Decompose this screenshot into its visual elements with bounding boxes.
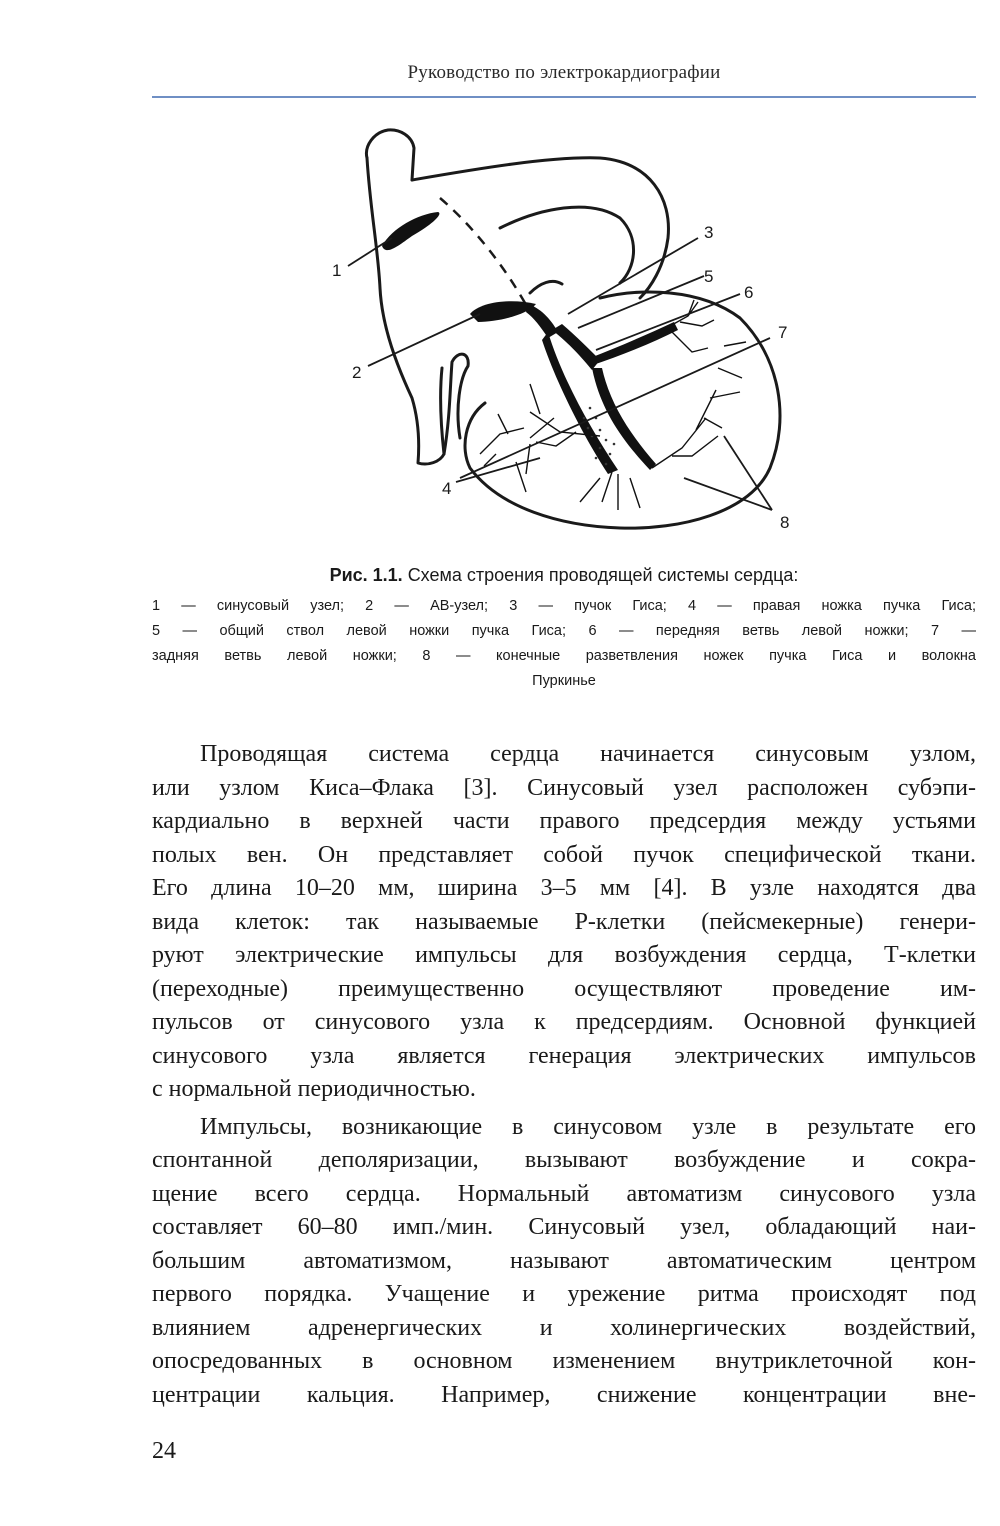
legend-line: задняя ветвь левой ножки; 8 — конечные разветвления ножек пучка Гиса и волокна	[152, 648, 976, 664]
text-line: полых вен. Он представляет собой пучок специфической ткани.	[152, 841, 976, 868]
heart-conduction-figure	[300, 118, 820, 543]
text-line: синусового узла является генерация электрических импульсов	[152, 1042, 976, 1069]
text-line: щение всего сердца. Нормальный автоматизм синусового узла	[152, 1180, 976, 1207]
caption-legend	[152, 594, 976, 694]
text-line: пульсов от синусового узла к предсердиям. Основной функцией	[152, 1009, 976, 1035]
text-line: вида клеток: так называемые Р-клетки (пейсмекерные) генери-	[152, 908, 976, 935]
ventricle-outline	[465, 292, 780, 528]
text-line: (переходные) преимущественно осуществляют проведение им-	[152, 975, 976, 1002]
body-text	[152, 738, 976, 1412]
text-line: опосредованных в основном изменением внутриклеточной кон-	[152, 1348, 976, 1374]
text-line: составляет 60–80 имп./мин. Синусовый узел, обладающий наи-	[152, 1214, 976, 1240]
text-line: кардиально в верхней части правого предсердия между устьями	[152, 808, 976, 834]
callout-5: 5	[704, 267, 714, 286]
legend-line: 5 — общий ствол левой ножки пучка Гиса; 6 — передняя ветвь левой ножки; 7 —	[152, 623, 976, 639]
septum-top	[530, 281, 562, 293]
callout-4: 4	[442, 479, 452, 498]
text-line: первого порядка. Учащение и урежение ритма происходят под	[152, 1281, 976, 1307]
text-line: центрации кальция. Например, снижение концентрации вне-	[152, 1381, 976, 1408]
legend-line: 1 — синусовый узел; 2 — АВ-узел; 3 — пучок Гиса; 4 — правая ножка пучка Гиса;	[152, 598, 976, 614]
callout-7: 7	[778, 323, 788, 342]
superior-vena-cava	[366, 130, 414, 180]
caption-title	[152, 562, 976, 588]
text-line: руют электрические импульсы для возбуждения сердца, Т-клетки	[152, 942, 976, 968]
text-line: с нормальной периодичностью.	[152, 1076, 476, 1102]
text-line: или узлом Киса–Флака [3]. Синусовый узел расположен субэпи-	[152, 774, 976, 801]
figure-caption	[152, 562, 976, 694]
page-number: 24	[152, 1438, 176, 1464]
paragraph-2	[152, 1111, 976, 1413]
caption-text: Схема строения проводящей системы сердца:	[407, 565, 799, 585]
heart-diagram	[300, 118, 820, 543]
interatrial-pathway	[440, 198, 525, 303]
left-atrium-inner	[500, 207, 634, 283]
bundle-of-his	[526, 304, 558, 338]
text-line: спонтанной деполяризации, вызывают возбуждение и сокра-	[152, 1147, 976, 1173]
text-line: большим автоматизмом, называют автоматическим центром	[152, 1247, 976, 1274]
header-rule	[152, 96, 976, 98]
right-atrium-outline	[367, 158, 444, 464]
callout-3: 3	[704, 223, 714, 242]
callout-1: 1	[332, 261, 342, 280]
callout-6: 6	[744, 283, 754, 302]
text-line: Его длина 10–20 мм, ширина 3–5 мм [4]. В узле находятся два	[152, 875, 976, 901]
left-anterior-fascicle	[590, 322, 678, 366]
running-head: Руководство по электрокардиографии	[407, 62, 721, 83]
callout-2: 2	[352, 363, 362, 382]
text-line: Проводящая система сердца начинается синусовым узлом,	[200, 741, 976, 767]
paragraph-1	[152, 738, 976, 1107]
text-line: влиянием адренергических и холинергических воздействий,	[152, 1314, 976, 1341]
callout-8: 8	[780, 513, 790, 532]
text-line: Импульсы, возникающие в синусовом узле в результате его	[200, 1113, 976, 1140]
caption-label: Рис. 1.1.	[329, 565, 403, 585]
sinus-node	[382, 212, 439, 250]
legend-line: Пуркинье	[532, 673, 596, 689]
